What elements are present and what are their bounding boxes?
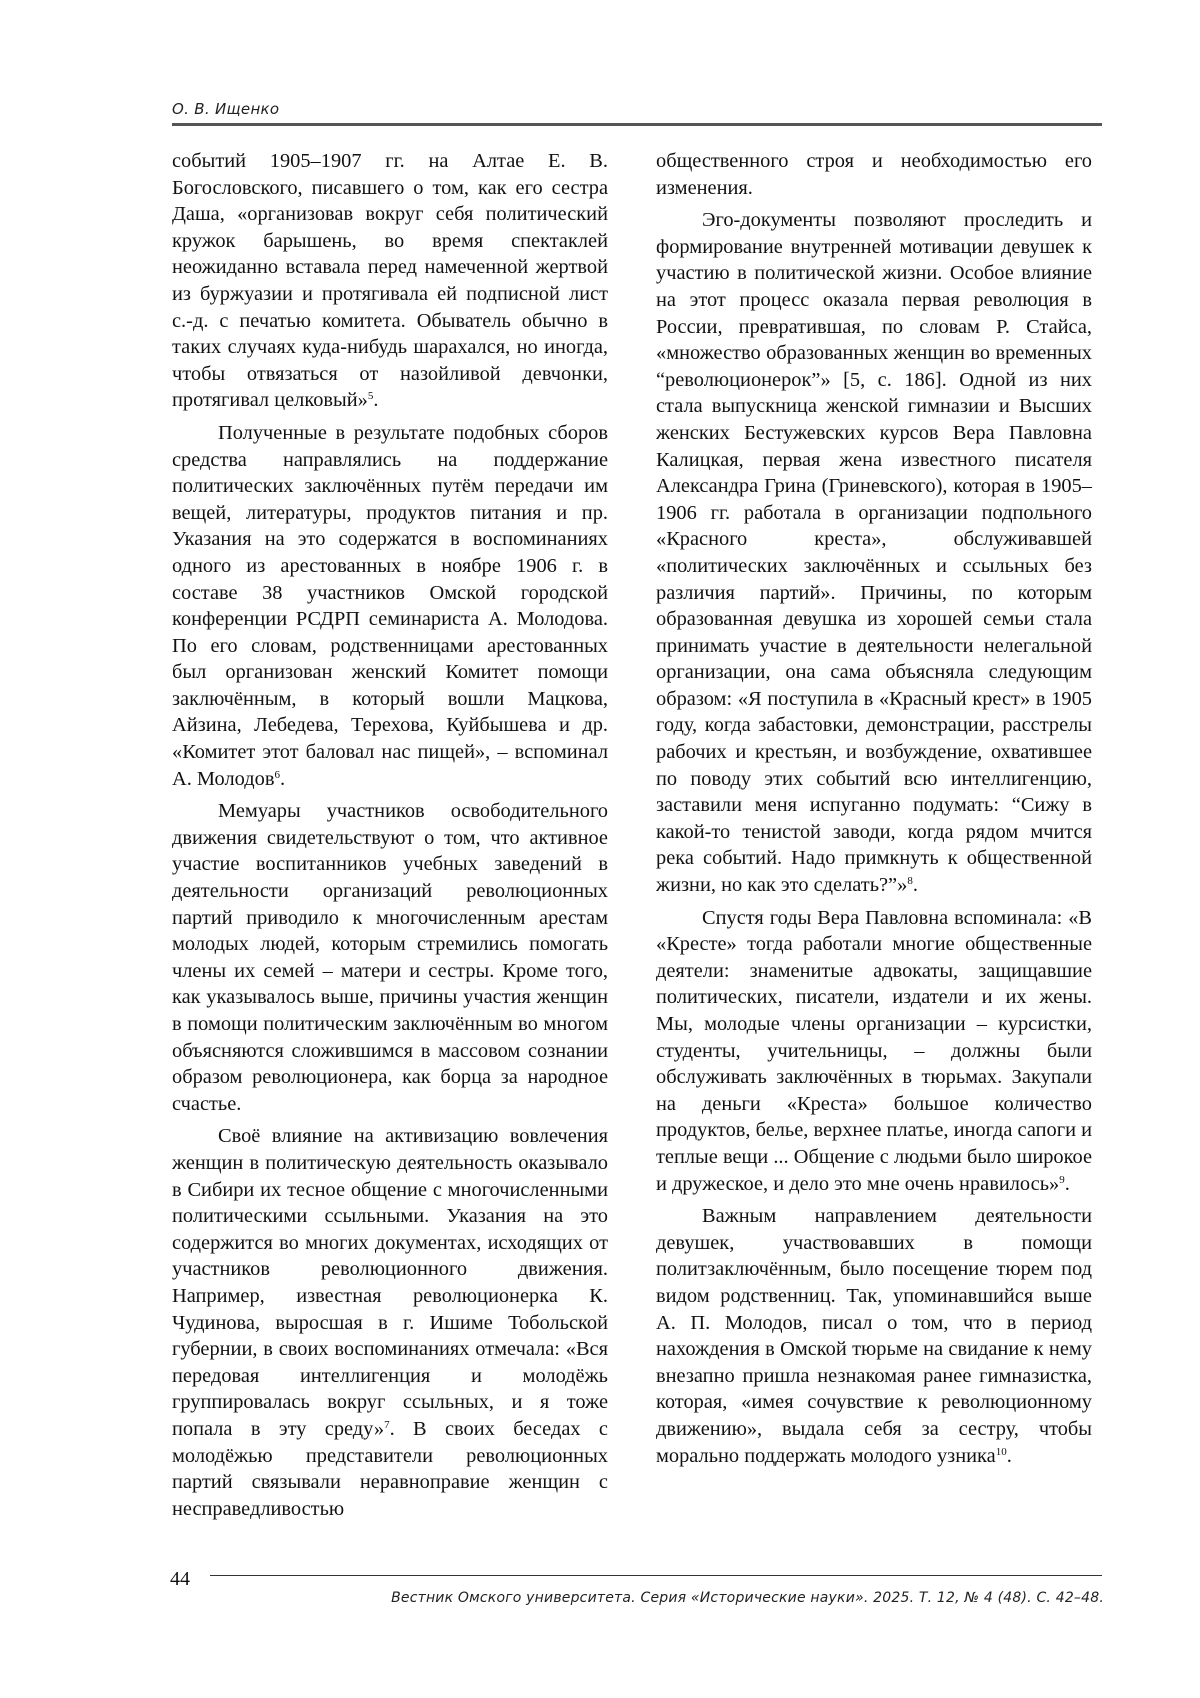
paragraph: общественного строя и необходимостью его изменения. xyxy=(656,150,1092,199)
page-number: 44 xyxy=(170,1568,190,1590)
header-rule xyxy=(172,123,1102,126)
paragraph: событий 1905–1907 гг. на Алтае Е. В. Богословского, писавшего о том, как его сестра Даша, «организовав вокруг себя политический кружок барышень, во время спектаклей неожиданно вставала перед намеченной жертвой из буржуазии и протягивала ей подписной лист с.-д. с печатью комитета. Обыватель обычно в таких случаях куда-нибудь шарахался, но иногда, чтобы отвязаться от назойливой девчонки, протягивал целковый»$^5$. xyxy=(172,150,608,412)
paragraph: Мемуары участников освободительного движения свидетельствуют о том, что активное участие воспитанников учебных заведений в деятельности организаций революционных партий приводило к многочисленным арестам молодых людей, которым стремились помогать члены их семей – матери и сестры. Кроме того, как указывалось выше, причины участия женщин в помощи политическим заключённым во многом объясняются сложившимся в массовом сознании образом революционера, как борца за народное счастье. xyxy=(172,800,608,1115)
author-name: О. В. Ищенко xyxy=(172,100,280,118)
paragraph: Своё влияние на активизацию вовлечения женщин в политическую деятельность оказывало в Сибири их тесное общение с многочисленными политическими ссыльными. Указания на это содержится во многих документах, исходящих от участников революционного движения. Например, известная революционерка К. Чудинова, выросшая в г. Ишиме Тобольской губернии, в своих воспоминаниях отмечала: «Вся передовая интеллигенция и молодёжь группировалась вокруг ссыльных, и я тоже попала в эту среду»$^7$. В своих беседах с молодёжью представители революционных партий связывали неравноправие женщин с несправедливостью xyxy=(172,1125,608,1520)
paragraph: Эго-документы позволяют проследить и формирование внутренней мотивации девушек к участию в политической жизни. Особое влияние на этот процесс оказала первая революция в России, превратившая, по словам Р. Стайса, «множество образованных женщин во временных “революционерок”» [5, с. 186]. Одной из них стала выпускница женской гимназии и Высших женских Бестужевских курсов Вера Павловна Калицкая, первая жена известного писателя Александра Грина (Гриневского), которая в 1905–1906 гг. работала в организации подпольного «Красного креста», обслуживавшей «политических заключённых и ссыльных без различия партий». Причины, по которым образованная девушка из хорошей семьи стала принимать участие в деятельности нелегальной организации, она сама объясняла следующим образом: «Я поступила в «Красный крест» в 1905 году, когда забастовки, демонстрации, расстрелы рабочих и крестьян, и возбуждение, охватившее по поводу этих событий всю интеллигенцию, заставили меня испуганно подумать: “Сижу в какой-то тенистой заводи, когда рядом мчится река событий. Надо примкнуть к общественной жизни, но как это сделать?”»$^8$. xyxy=(656,209,1092,897)
footnote-ref[interactable]: 5 xyxy=(367,390,374,403)
footnote-ref[interactable]: 6 xyxy=(274,768,280,781)
paragraph: Спустя годы Вера Павловна вспоминала: «В «Кресте» тогда работали многие общественные деятели: знаменитые адвокаты, защищавшие политических, писатели, издатели и их жены. Мы, молодые члены организации – курсистки, студенты, учительницы, – должны были обслуживать заключённых в тюрьмах. Закупали на деньги «Креста» большое количество продуктов, белье, верхнее платье, иногда сапоги и теплые вещи ... Общение с людьми было широкое и дружеское, и дело это мне очень нравилось»$^9$. xyxy=(656,906,1092,1195)
right-column xyxy=(656,148,1092,1469)
footer-rule xyxy=(210,1575,1102,1576)
footnote-ref[interactable]: 8 xyxy=(907,875,913,888)
footnote-ref[interactable]: 9 xyxy=(1059,1173,1065,1186)
left-column xyxy=(172,148,608,1522)
journal-citation: Вестник Омского университета. Серия «Исторические науки». 2025. Т. 12, № 4 (48). С. 42–48. xyxy=(391,1590,1104,1606)
footnote-ref[interactable]: 7 xyxy=(384,1418,390,1431)
paragraph: Важным направлением деятельности девушек, участвовавших в помощи политзаключённым, было посещение тюрем под видом родственниц. Так, упоминавшийся выше А. П. Молодов, писал о том, что в период нахождения в Омской тюрьме на свидание к нему внезапно пришла незнакомая ранее гимназистка, которая, «имея сочувствие к революционному движению», выдала себя за сестру, чтобы морально поддержать молодого узника$^{10}$. xyxy=(656,1205,1092,1467)
footnote-ref[interactable]: 10 xyxy=(995,1445,1007,1458)
paragraph: Полученные в результате подобных сборов средства направлялись на поддержание политических заключённых путём передачи им вещей, литературы, продуктов питания и пр. Указания на это содержатся в воспоминаниях одного из арестованных в ноябре 1906 г. в составе 38 участников Омской городской конференции РСДРП семинариста А. Молодова. По его словам, родственницами арестованных был организован женский Комитет помощи заключённым, в который вошли Мацкова, Айзина, Лебедева, Терехова, Куйбышева и др. «Комитет этот баловал нас пищей», – вспоминал А. Молодов$^6$. xyxy=(172,421,608,790)
running-header xyxy=(172,100,1102,118)
